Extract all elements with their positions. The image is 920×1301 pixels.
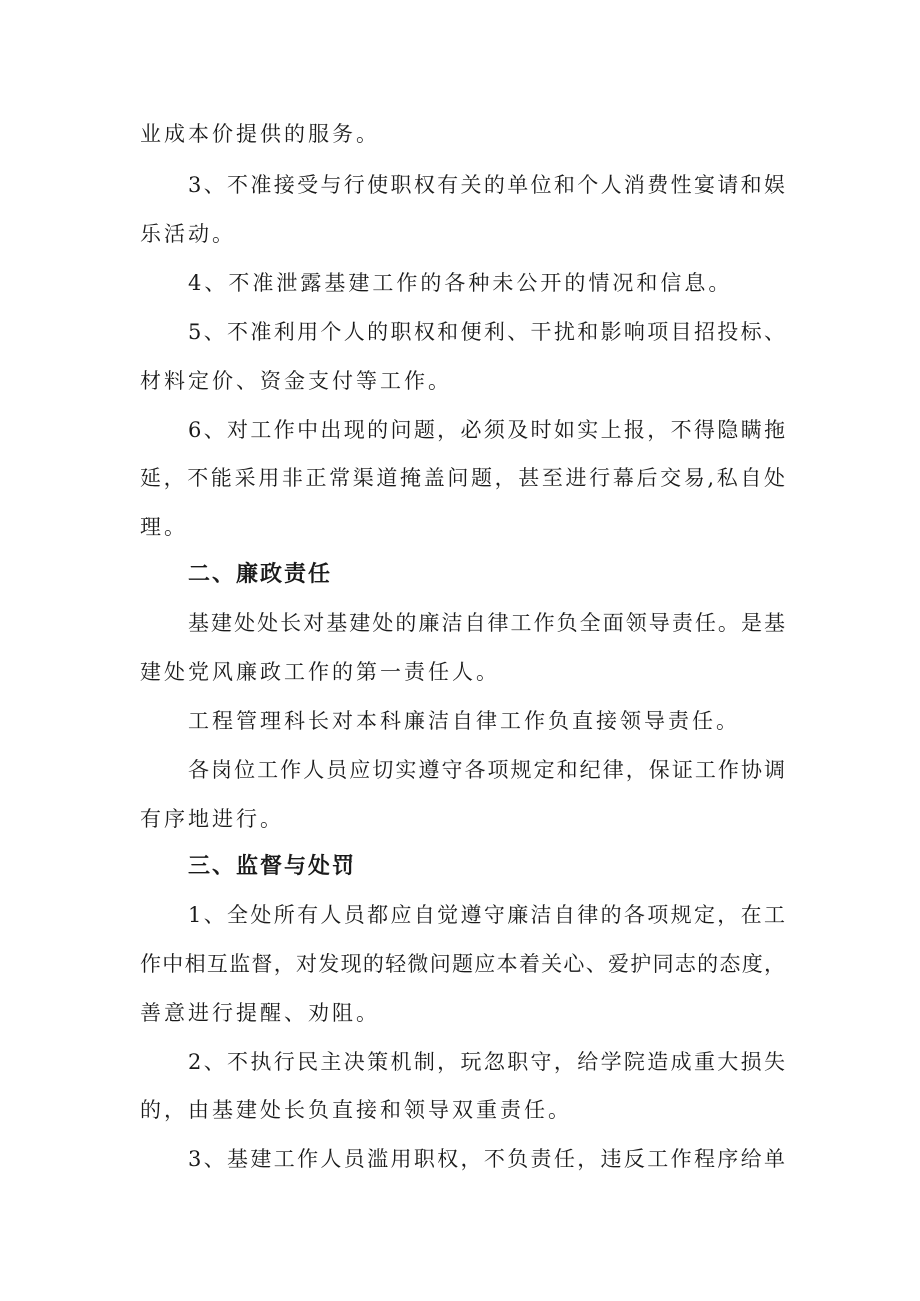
text-line: 工程管理科长对本科廉洁自律工作负直接领导责任。 — [188, 709, 740, 733]
text-line: 各岗位工作人员应切实遵守各项规定和纪律，保证工作协调 — [188, 758, 785, 782]
text-line: 延，不能采用非正常渠道掩盖问题，甚至进行幕后交易,私自处 — [140, 466, 785, 490]
text-line: 善意进行提醒、劝阻。 — [140, 1001, 380, 1025]
text-line: 业成本价提供的服务。 — [140, 122, 380, 146]
text-line: 6、对工作中出现的问题，必须及时如实上报，不得隐瞒拖 — [188, 418, 785, 442]
text-line: 5、不准利用个人的职权和便利、干扰和影响项目招投标、 — [188, 320, 785, 344]
section-heading: 三、监督与处罚 — [188, 854, 357, 879]
text-line: 1、全处所有人员都应自觉遵守廉洁自律的各项规定，在工 — [188, 903, 785, 927]
text-line: 乐活动。 — [140, 222, 236, 246]
text-line: 3、基建工作人员滥用职权，不负责任，违反工作程序给单 — [188, 1147, 785, 1171]
text-line: 有序地进行。 — [140, 807, 284, 831]
text-line: 基建处处长对基建处的廉洁自律工作负全面领导责任。是基 — [188, 611, 785, 635]
text-line: 的，由基建处长负直接和领导双重责任。 — [140, 1098, 572, 1122]
section-heading: 二、廉政责任 — [188, 562, 333, 587]
text-line: 理。 — [140, 515, 188, 539]
text-line: 建处党风廉政工作的第一责任人。 — [140, 660, 500, 684]
text-line: 3、不准接受与行使职权有关的单位和个人消费性宴请和娱 — [188, 173, 785, 197]
text-line: 作中相互监督，对发现的轻微问题应本着关心、爱护同志的态度， — [140, 952, 785, 976]
text-line: 2、不执行民主决策机制，玩忽职守，给学院造成重大损失 — [188, 1050, 785, 1074]
text-line: 材料定价、资金支付等工作。 — [140, 369, 452, 393]
text-line: 4、不准泄露基建工作的各种未公开的情况和信息。 — [188, 271, 733, 295]
